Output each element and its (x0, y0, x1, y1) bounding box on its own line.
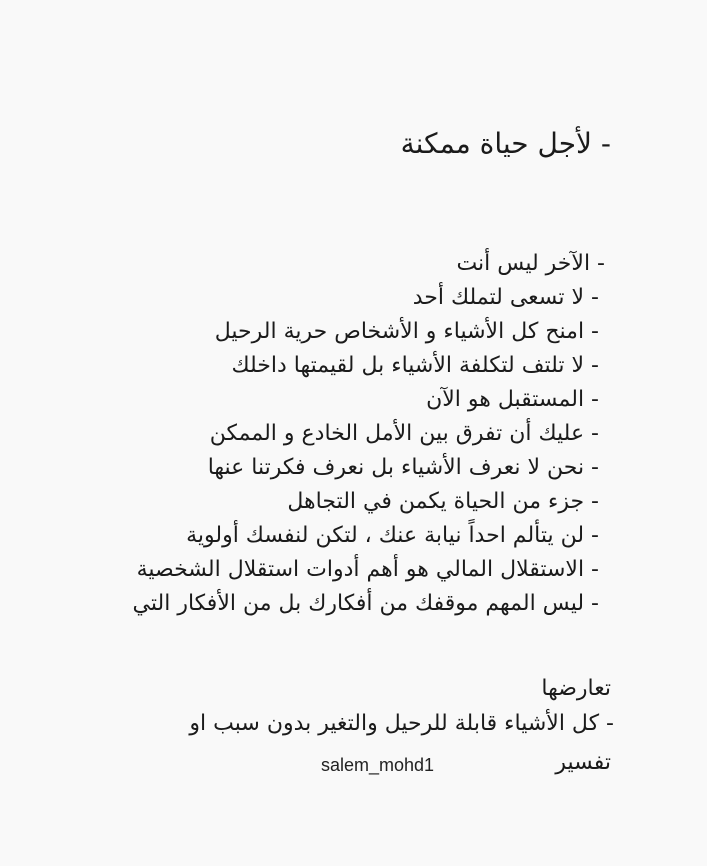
aphorism-list (51, 247, 611, 621)
list-item: - الآخر ليس أنت (456, 251, 605, 276)
list-item: - الاستقلال المالي هو أهم أدوات استقلال الشخصية (136, 557, 599, 582)
last-item-text: - كل الأشياء قابلة للرحيل والتغير بدون سبب او (189, 711, 614, 736)
last-item (189, 707, 614, 741)
list-item: - لا تلتف لتكلفة الأشياء بل لقيمتها داخلك (231, 353, 599, 378)
last-item-continuation: تفسير (555, 750, 611, 775)
page-title: - لأجل حياة ممكنة (400, 127, 611, 160)
list-item: - ليس المهم موقفك من أفكارك بل من الأفكار التي (132, 591, 599, 616)
author-signature: salem_mohd1 (321, 755, 435, 775)
list-item-continuation: تعارضها (541, 676, 611, 701)
list-item: - جزء من الحياة يكمن في التجاهل (287, 489, 599, 514)
list-item: - عليك أن تفرق بين الأمل الخادع و الممكن (209, 421, 599, 446)
list-item: - المستقبل هو الآن (426, 387, 599, 412)
list-item: - لا تسعى لتملك أحد (412, 285, 599, 310)
list-item: - امنح كل الأشياء و الأشخاص حرية الرحيل (214, 319, 599, 344)
list-item: - نحن لا نعرف الأشياء بل نعرف فكرتنا عنها (207, 455, 599, 480)
list-item: - لن يتألم احداً نيابة عنك ، لتكن لنفسك أولوية (186, 523, 599, 548)
